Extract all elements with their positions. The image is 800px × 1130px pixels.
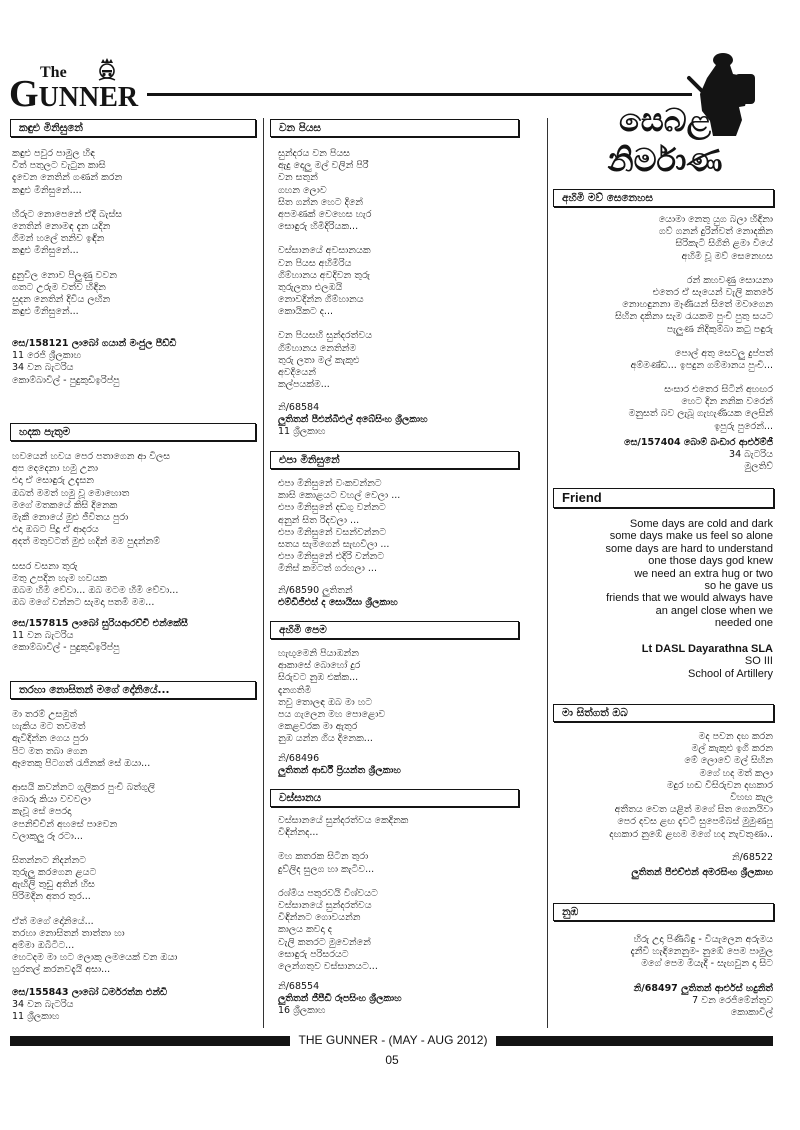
poem-line: friends that we would always have: [606, 592, 773, 605]
author-name: එම්ඩීජීඑස් ද සොයිසා ශ්‍රීලකාහ: [278, 597, 398, 609]
author-detail: School of Artillery: [688, 667, 773, 680]
author-detail: 16 ශ්‍රීලකාහ: [278, 1005, 326, 1017]
poem-line: කොයිකට ද...: [278, 306, 333, 318]
poem-body: [553, 214, 773, 433]
author-name: ලුතිතන් ආර්ඩී ප්‍රියන්ත ශ්‍රීලකාහ: [278, 765, 401, 777]
poem-line: මද පවන දඟ කරන: [698, 731, 773, 742]
poem-line: රන් කහවණු සොයනා: [686, 274, 773, 286]
section-heading: කඳුළු මිනිසුනේ: [10, 119, 256, 137]
poem-line: මේ ලොවේ මල් සිහින: [684, 755, 773, 767]
poem-line: මගේ මතකයේ කිසි දිනෙක: [12, 499, 118, 511]
poem-stanza: [553, 934, 773, 971]
author-name: සෙ/158121 ලාබෝ ගයාන් මංජුල පීඩ්ඩි: [12, 338, 177, 349]
poem-author: [553, 437, 773, 474]
poem-stanza: [12, 855, 256, 904]
section-heading: නුඹ: [553, 903, 774, 921]
poem-line: Some days are cold and dark: [629, 518, 773, 530]
poem-body: [278, 478, 518, 576]
poem-line: එපා මිනිසුනේ දඩගු වන්නට: [278, 502, 386, 514]
poem-author: [553, 852, 773, 882]
poem-line: ඉපුරු පුරෙන්...: [714, 420, 773, 432]
poem-line: සිහින දකිනා සැම රැයකම පුංචි පුතු සයට: [615, 311, 773, 323]
poem-line: කාලය කවදා ද: [278, 924, 332, 936]
poem-line: තුරු ලතා මල් කැකුළු: [278, 354, 360, 366]
section-heading: Friend: [553, 488, 774, 508]
author-detail: 11 වන බැටරිය: [12, 630, 74, 642]
poem-line: තවු තොලඳ ඔබ මා හට: [278, 696, 373, 708]
poem-line: මගේ හද මත් කලා: [699, 767, 773, 779]
author-service-number: නි/68584: [278, 402, 320, 413]
poem-stanza: [553, 214, 773, 263]
section-heading: වස්සානය: [270, 789, 519, 807]
poem-line: සතය සැමගෙන් සැඟවිලා ...: [278, 538, 390, 550]
poem-author: [12, 618, 256, 655]
poem-line: හුරතල් කරනවදැයි අසා...: [12, 964, 111, 976]
author-name: Lt DASL Dayarathna SLA: [641, 643, 773, 655]
poem-line: ගතට උරුම වත්ව හිඳින: [12, 281, 106, 293]
poem-body: [278, 148, 518, 391]
author-name: ලුතිතන් ජීපීඩී රූපසිංහ ශ්‍රීලකාහ: [278, 993, 402, 1005]
poem-line: අම්මණ්ඩ... ඉපදුන ගම්මානය පුංචි...: [630, 359, 773, 371]
poem-line: හැඟුමෙනි පියාඹන්න: [278, 648, 359, 659]
poem-line: එපා මිනිසුනේ වංකවන්නට: [278, 478, 382, 489]
section-heading: හදක පැතුම: [10, 423, 256, 441]
poem-line: යොමා නෙතු යුග බලා හිඳිනා: [658, 214, 773, 225]
poem-body: [553, 934, 773, 971]
poem-stanza: [12, 209, 256, 258]
poem-line: මදුර හඬ විසිරුවන දඟකාර: [666, 779, 773, 791]
regiment-crest-icon: [94, 56, 120, 82]
author-name: ලුතිතන් පීඑච්එන් අමරසිංහ ශ්‍රීලකාහ: [631, 867, 773, 878]
poem-line: අහිමි වූ මව් සෙනෙහස: [681, 250, 773, 262]
poem-line: ගිම්හානය අවදිවන තුරු: [278, 269, 370, 281]
poem-line: දුනුවිල නොව පිලුණු වවන: [12, 269, 117, 281]
poem-line: පිට මත තබා ගෙන: [12, 745, 88, 757]
poem-line: මනුසත් බව ලැබූ ගැහැණියක ලෙසින්: [628, 408, 773, 420]
author-detail: 11 රෙජි ශ්‍රීලකාහ: [12, 350, 82, 362]
poem-line: an angel close when we: [655, 604, 773, 617]
poem-line: මා තරම් උසමුත්: [12, 709, 77, 720]
poem-line: මල් කැකුළු ඉගි කරන: [691, 743, 773, 755]
poem-line: some days make us feel so alone: [609, 530, 773, 543]
poem-line: හිරු උදා පිණිබිඳු - වියැලෙන අරුමය: [633, 934, 773, 945]
poem-line: තුරුලු කරගෙන ළයට: [12, 867, 97, 879]
author-detail: 7 වන රෙජිමේන්තුව: [692, 995, 773, 1007]
section-heading: වන පියස: [270, 119, 519, 137]
poem-line: වන පියස අහිමිරිය: [278, 257, 352, 269]
poem-line: රශ්මිය පතුරවයි විශ්වයට: [278, 887, 378, 899]
poem-line: දුව්ලිද සුලග හා කැටිව...: [278, 863, 375, 875]
poem-line: පැලුණ නිදිකුම්බා කටු පඳුරු: [666, 323, 773, 335]
poem-line: හිරුට නොපෙනේ ඒදී බැස්ස: [12, 208, 123, 220]
poem-stanza: [12, 561, 256, 610]
author-name: නි/68497 ලුතිතන් ආර්එස් හදුනිත්: [633, 983, 773, 994]
poem-stanza: [553, 384, 773, 433]
poem-author: [553, 643, 773, 680]
poem-author: [12, 338, 256, 387]
poem-line: පය ගැලෙන මහ පොළොව: [278, 708, 386, 720]
page-number: 05: [385, 1053, 399, 1067]
poem-line: සසර වසනා තුරු: [12, 560, 78, 572]
poem-stanza: [12, 782, 256, 843]
poem-line: ගව් ගනන් දුරින්වත් නොදකින: [658, 226, 773, 238]
poem-line: මැකී නොයේ මුළු ජීවිතය පුරා: [12, 511, 129, 523]
poem-line: කෙළවරක මා ඇතුර: [278, 721, 358, 733]
poem-stanza: [12, 451, 256, 549]
poem-line: නොවදින්න ගිම්හානය: [278, 294, 364, 306]
poem-line: කැවූ සේ පෙරදා: [12, 806, 72, 818]
poem-author: [278, 981, 518, 1018]
poem-line: එපා මිනිසුනේ එදිරි වන්නට: [278, 551, 385, 563]
poem-line: සංසාර එතෙර සිටින් අහඟර: [664, 384, 773, 396]
author-name: සෙ/157404 බොම් බංඩාර ආර්එම්ජී: [624, 437, 773, 448]
author-service-number: නි/68522: [731, 852, 773, 863]
poem-line: නෙතින් නොමඳ දැන යදින: [12, 220, 111, 232]
poem-line: කඳුළු පවුර පාමුල හිඳ: [12, 148, 96, 159]
author-detail: 11 ශ්‍රීලකාහ: [278, 426, 326, 438]
logo-gunner: GUNNER: [9, 73, 139, 115]
poem-line: බොරු කියා වවවලා: [12, 794, 91, 806]
poem-line: ආසයි කවන්නට ගුලිකර පුංචි බත්ගුලි: [12, 781, 156, 793]
poem-line: කඳුළු මිනිසුනේ...: [12, 245, 79, 257]
section-heading: අහිමි මව් සෙනෙහස: [553, 189, 774, 207]
column-divider: [263, 118, 264, 1028]
poem-line: දැනීවි හැඳිනෙනුම- නුඹේ පෙම පාමුල: [630, 946, 773, 958]
poem-line: විත් පතුලට වැටුන කාසි: [12, 160, 106, 172]
poem-line: වලාකුලු රූ රටා...: [12, 830, 83, 842]
poem-line: needed one: [714, 617, 773, 630]
poem-author: [278, 753, 518, 777]
poem-line: සොඳුරු හිමිදිරියක...: [278, 221, 359, 233]
poem-line: අම්මා ඔබිටිට...: [12, 940, 75, 951]
poem-stanza: [278, 245, 518, 318]
poem-body: [278, 815, 518, 973]
poem-line: සිරිකැටි සිගිති ළමා වියේ: [675, 238, 773, 250]
poem-line: දැවෙන නෙතින් ගණන් කරන: [12, 172, 123, 184]
poem-line: වන පියසහි සුන්දරත්වය: [278, 330, 373, 342]
poem-body: [278, 648, 518, 746]
section-heading: මා සිත්ගත් ඔබ: [553, 704, 774, 722]
poem-line: විඳින්නද...: [278, 827, 319, 839]
poem-line: හවයෙන් හවය පෙර පතාගෙන ආ විලස: [12, 451, 171, 462]
poem-line: පොල් අතු සෙවලු දුප්පත්: [674, 347, 773, 359]
poem-stanza: [278, 815, 518, 839]
section-heading: තරහා නොසිතන් මගේ දෝනියේ...: [10, 681, 256, 699]
author-detail: 34 බැටරිය: [729, 449, 773, 461]
poem-line: ගිමන් හලේ තනිව ඉඳින: [12, 233, 105, 245]
poem-stanza: [12, 709, 256, 770]
poem-line: පිරිමදින අතර තුර...: [12, 891, 91, 903]
poem-line: හැකිය මට තවමත්: [12, 721, 86, 733]
poem-stanza: [553, 275, 773, 336]
poem-line: දැනගතිමි: [278, 684, 312, 696]
footer-bar-right: [496, 1036, 773, 1046]
poem-line: දඟකාර නුඹේ ළඟම මගේ හද නැවතුණා..: [609, 828, 773, 840]
poem-line: ඒත් මගේ දෝනියේ...: [12, 915, 94, 927]
author-detail: කොම්බාවිල් - පුදුකුඩිඉරිප්පු: [12, 642, 120, 654]
poem-line: වැලි කතරට මුවෙන්නේ: [278, 936, 371, 948]
poem-line: ඇදු දොලු මල් වලින් පිරී: [278, 160, 369, 172]
poem-line: මහ කතරක සිටින තුරා: [278, 851, 369, 863]
author-detail: කොකාවිල්: [730, 1007, 773, 1019]
poem-author: [553, 983, 773, 1020]
footer-title: THE GUNNER - (MAY - AUG 2012): [298, 1033, 488, 1047]
poem-stanza: [553, 348, 773, 372]
poem-line: ආකාසේ බොහෝ දුර: [278, 660, 361, 672]
poem-line: ඈතෙකු පිටගත් රැජිනක් සේ ඔයා...: [12, 757, 151, 769]
author-service-number: නි/68590 ලුතිතන්: [278, 585, 353, 596]
author-detail: 11 ශ්‍රීලකාහ: [12, 1011, 60, 1023]
poem-line: ලෙන්ගතුව වස්සානයට...: [278, 960, 378, 972]
poem-line: සොඳුරු පරිසරයට: [278, 948, 349, 960]
poem-line: වන සතුන්: [278, 172, 318, 184]
poem-line: පෙර දවස ළඟ දැවටී සුපෙම්බස් මුමුණපු: [617, 816, 773, 828]
poem-line: වස්සානයේ සුන්දරත්වය කෙදිනක: [278, 815, 409, 826]
poem-line: විඳින්නට ගොවයන්න: [278, 912, 361, 924]
poem-line: එදා ඒ සොඳුරු උදැසන: [12, 475, 95, 487]
poem-line: වස්සානයේ අවසානයක: [278, 245, 371, 257]
author-name: සෙ/157815 ලාබෝ සුරියආරච්චි එන්කේසී: [12, 618, 188, 629]
poem-line: අදත් මතුවටත් මුළු හදින් මම පුදන්නම්: [12, 536, 161, 548]
poem-line: ගහන ලොව: [278, 184, 327, 196]
poem-stanza: [12, 148, 256, 197]
poem-body: [12, 451, 256, 609]
author-detail: මුලතිව්: [744, 461, 773, 473]
poem-line: ඇඟිලි තුඩු අතින් හිස: [12, 879, 95, 891]
poem-line: පෙනිච්චින් අහසේ පාවෙන: [12, 818, 118, 830]
poem-body: [553, 518, 773, 630]
poem-line: one those days god knew: [648, 555, 773, 568]
poem-line: ගිම්හානය නෙතින්ම: [278, 342, 357, 354]
poem-author: [278, 585, 518, 609]
poem-line: වස්සානයේ සුන්දරත්වය: [278, 899, 372, 911]
poem-line: කාසි කොළයට වහල් වෙලා ...: [278, 490, 401, 502]
poem-line: ඇවිදින්න ගෙය පුරා: [12, 733, 89, 745]
poem-line: කඳුළු මිනිසුනේ...: [12, 306, 79, 318]
section-heading: එපා මිනිසුනේ: [270, 451, 519, 469]
column-divider: [547, 118, 548, 1028]
poem-body: [12, 148, 256, 318]
poem-stanza: [278, 648, 518, 746]
poem-line: සිත ගන්න හෙට දිනේ: [278, 196, 364, 208]
poem-line: හෙටදම මා හට ලොකු ලමයෙක් වන ඔයා: [12, 952, 178, 964]
poem-line: විහඟ කැල: [730, 791, 773, 803]
poem-stanza: [278, 888, 518, 973]
poem-line: සුදන නෙතින් දිවිය ලඟින: [12, 293, 111, 305]
poem-line: අතීතය වෙත යළිත් මගේ සිත ගෙනයිවා: [614, 804, 773, 816]
poem-line: සිතන්නට නිදන්නට: [12, 854, 87, 866]
poem-line: ඔබම හිමි වේවා... ඔබ මටම හිමි වේවා...: [12, 584, 179, 596]
poem-line: so he gave us: [704, 579, 773, 592]
poem-stanza: [553, 518, 773, 630]
poem-line: අවදියෙන්: [278, 367, 316, 378]
poem-line: ඔබත් මමත් හමු වූ මොහොත: [12, 487, 130, 499]
sebala-logo-line1: සෙබළ: [618, 101, 712, 139]
poem-body: [553, 731, 773, 841]
logo-the: The: [40, 64, 67, 81]
header-rule: [147, 93, 692, 96]
author-service-number: නි/68496: [278, 753, 320, 764]
poem-stanza: [278, 851, 518, 875]
poem-line: we need an extra hug or two: [634, 567, 773, 580]
poem-line: එතෙර ඒ සෑයෙන් වැලි කතරේ: [652, 286, 773, 298]
poem-line: නොහඳුනනා මෑණියන් සිතේ මවාගෙන: [622, 299, 773, 311]
author-detail: 34 වන බැටරිය: [12, 362, 74, 374]
poem-stanza: [12, 270, 256, 319]
poem-author: [12, 987, 256, 1024]
poem-stanza: [278, 478, 518, 576]
poem-line: මතු උපදින හැම හවයක: [12, 572, 108, 584]
poem-stanza: [278, 330, 518, 391]
poem-line: අනුන් සිත රිදවලා ...: [278, 514, 360, 526]
author-service-number: නි/68554: [278, 981, 320, 992]
poem-line: ඔබ මගේ වන්නට සැමදා පතමි මම...: [12, 597, 155, 609]
poem-line: හෙට දින නනික වරෙන්: [681, 396, 773, 408]
sebala-logo-line2: නිර්මාණ: [607, 141, 723, 179]
poem-stanza: [553, 731, 773, 841]
poem-line: එපා මිනිසුනේ වසන්වන්නට: [278, 526, 387, 538]
poem-line: අප දෙදෙනා හමු උනා: [12, 463, 98, 475]
poem-line: some days are hard to understand: [605, 542, 773, 555]
poem-author: [278, 402, 518, 439]
footer-bar-left: [10, 1036, 290, 1046]
poem-line: සුන්දරය වන පියස: [278, 148, 351, 159]
author-name: සෙ/155843 ලාබෝ ධර්මරත්න එන්ඩී: [12, 987, 168, 998]
poem-body: [12, 709, 256, 977]
poem-line: සිරුවට නුඹ එක්ක...: [278, 672, 359, 684]
poem-line: නුඹ යන්න ගිය දිනෙක...: [278, 733, 373, 745]
poem-stanza: [12, 916, 256, 977]
author-name: ලුතිතන් පීඑන්බීඑල් අබේසිංහ ශ්‍රීලකාහ: [278, 414, 428, 426]
section-heading: අහිමි පෙම: [270, 621, 519, 639]
poem-line: තරහා නොසිතන් තාත්තා හා: [12, 927, 125, 939]
poem-line: මිනිස් කමටත් ගරහලා ...: [278, 563, 377, 575]
author-detail: SO III: [744, 655, 773, 668]
poem-stanza: [278, 148, 518, 233]
poem-line: මගේ පෙම මියැදී - සැඟවුන දා සිට: [641, 958, 773, 970]
poem-line: අපමණක් වෙහෙස හැර: [278, 208, 372, 220]
poem-line: තුරුලතා එලඹයි: [278, 281, 343, 293]
poem-line: කඳුළු මිනිසුනේ....: [12, 184, 82, 196]
author-detail: 34 වන බැටරිය: [12, 999, 74, 1011]
author-detail: කොම්බාවිල් - පුදුකුඩිඉරිප්පු: [12, 374, 120, 386]
poem-line: කල්පයක්ම...: [278, 379, 330, 391]
poem-line: එදා ඔබට පිදූ ඒ ආදරය: [12, 524, 99, 536]
